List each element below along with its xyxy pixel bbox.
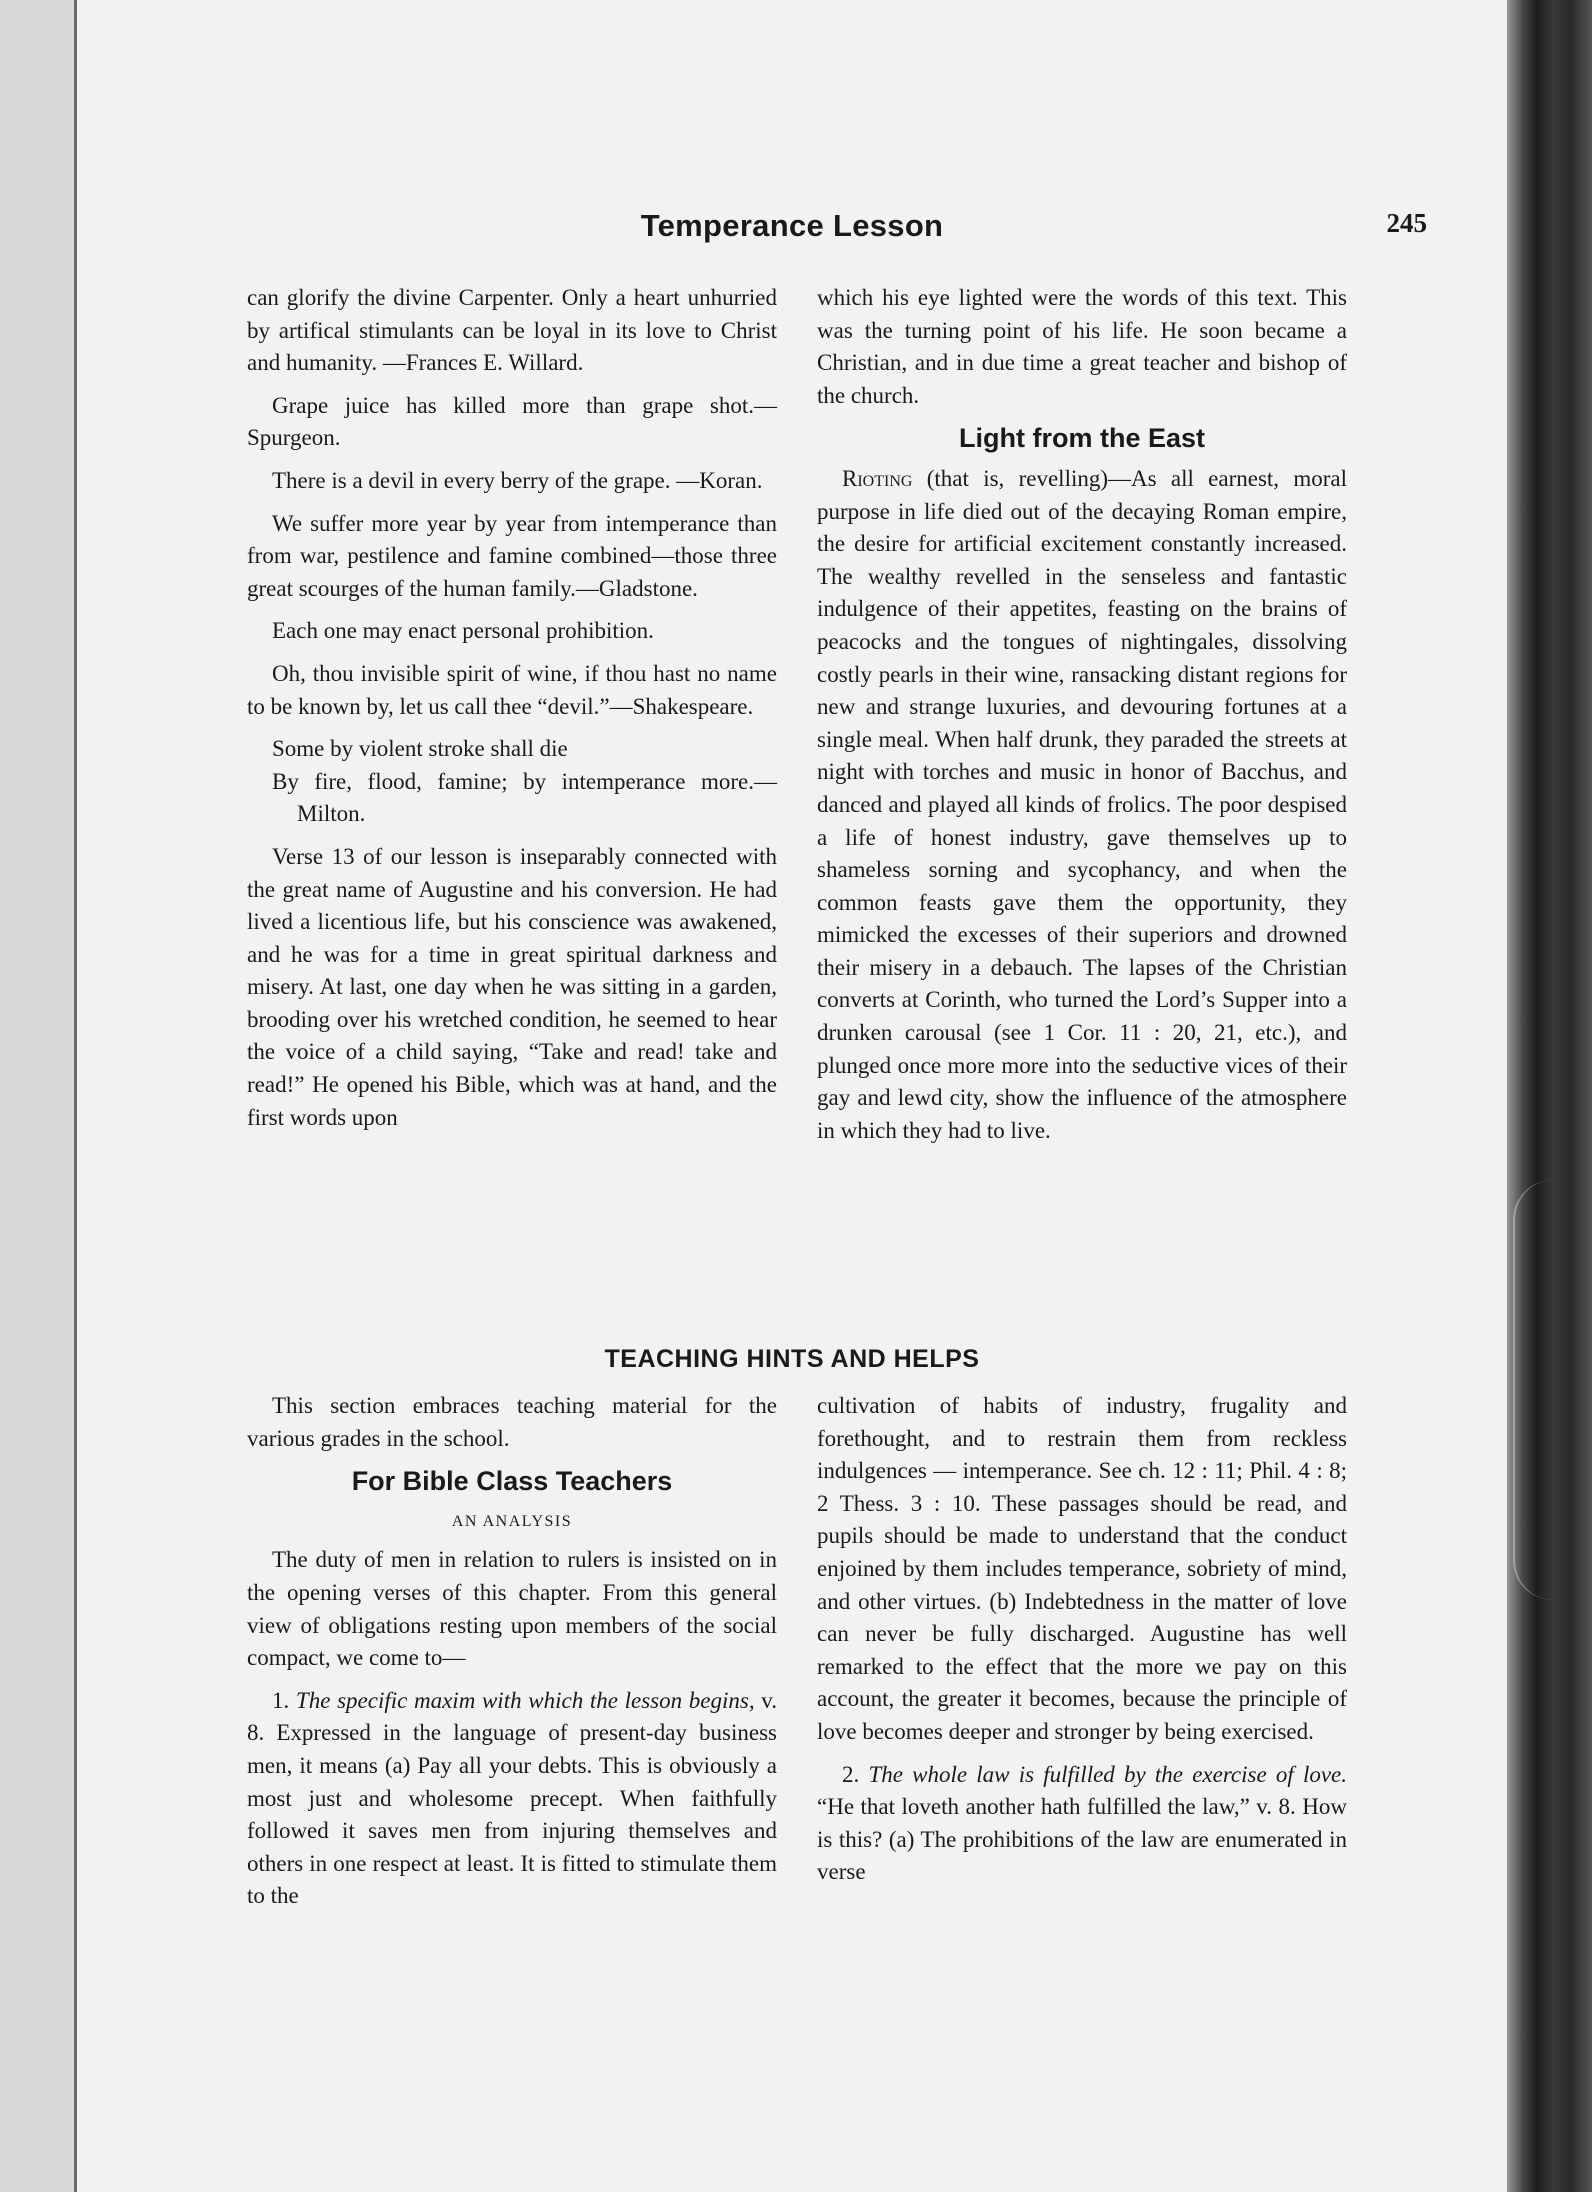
augustine-paragraph: Verse 13 of our lesson is inseparably connected with the great name of Augustine and his conversion. He had lived a licentious life, but his conscience was awakened, and he was for a time in great spiritual darkness and misery. At last, one day when he was sitting in a garden, brooding over his wretched condition, he seemed to hear the voice of a child saying, “Take and read! take and read!” He opened his Bible, which was at hand, and the first words upon <box>247 843 777 1130</box>
bible-class-heading: For Bible Class Teachers <box>351 1466 673 1497</box>
point-one-continued: cultivation of habits of industry, frugality and forethought, and to restrain them from reckless indulgences — intemperance. See ch. 12 : 11; Phil. 4 : 8; 2 Thess. 3 : 10. These passages should be read, and pupils should be made to understand that the conduct enjoined by them includes temperance, sobriety of mind, and other virtues. (b) Indebtedness in the matter of love can never be fully discharged. Augustine has well remarked to the effect that the more we pay on this account, the greater it becomes, because the principle of love becomes deeper and stronger by being exercised. <box>817 1393 1347 1744</box>
light-from-east-heading: Light from the East <box>958 423 1205 454</box>
rioting-label: Rioting <box>842 465 913 491</box>
point-two-title: The whole law is fulfilled by the exercise of love. <box>868 1761 1348 1787</box>
milton-verse-line-1: Some by violent stroke shall die <box>272 736 568 762</box>
rioting-paragraph <box>817 463 1347 1147</box>
analysis-intro: The duty of men in relation to rulers is insisted on in the opening verses of this chapter. From this general view of obligations resting upon members of the social compact, we come to— <box>247 1547 777 1671</box>
point-one-number: 1. <box>272 1687 290 1713</box>
left-page-edge <box>0 0 77 2192</box>
point-one-title: The specific maxim with which the lesson begins, <box>295 1687 755 1713</box>
running-head <box>77 208 1507 258</box>
quote-gladstone: We suffer more year by year from intemperance than from war, pestilence and famine combined—those three great scourges of the human family.—Gladstone. <box>247 510 777 601</box>
top-right-column <box>817 282 1347 1157</box>
point-two-number: 2. <box>842 1761 860 1787</box>
spine-ornament <box>1513 1180 1555 1600</box>
personal-prohibition: Each one may enact personal prohibition. <box>272 618 654 644</box>
milton-verse-line-2: By fire, flood, famine; by intemperance more.—Milton. <box>272 768 777 827</box>
quote-spurgeon: Grape juice has killed more than grape shot.—Spurgeon. <box>247 392 777 451</box>
running-title: Temperance Lesson <box>640 208 944 243</box>
point-two-text: “He that loveth another hath fulfilled the law,” v. 8. How is this? (a) The prohibitions of the law are enumerated in verse <box>817 1794 1347 1885</box>
point-two <box>817 1759 1347 1889</box>
top-left-column <box>247 282 777 1144</box>
teaching-hints-heading: TEACHING HINTS AND HELPS <box>604 1345 980 1373</box>
point-one-text: v. 8. Expressed in the language of present-day business men, it means (a) Pay all your debts. This is obviously a most just and wholesome precept. When faithfully followed it saves men from injuring themselves and others in one respect at least. It is fitted to stimulate them to the <box>247 1687 778 1909</box>
bottom-right-column <box>817 1390 1347 1899</box>
augustine-continued: which his eye lighted were the words of this text. This was the turning point of his life. He soon became a Christian, and in due time a great teacher and bishop of the church. <box>817 285 1347 408</box>
rioting-text: (that is, revelling)—As all earnest, moral purpose in life died out of the decaying Roman empire, the desire for artificial excitement constantly increased. The wealthy revelled in the senseless and fantastic indulgence of their appetites, feasting on the brains of peacocks and the tongues of nightingales, dissolving costly pearls in their wine, ransacking distant regions for new and strange luxuries, and devouring fortunes at a single meal. When half drunk, they paraded the streets at night with torches and music in honor of Bacchus, and danced and played all kinds of frolics. The poor despised a life of honest industry, gave themselves up to shameless sorning and sycophancy, and when the common feasts gave them the opportunity, they mimicked the excesses of their superiors and drowned their misery in a debauch. The lapses of the Christian converts at Corinth, who turned the Lord’s Supper into a drunken carousal (see 1 Cor. 11 : 20, 21, etc.), and plunged once more more into the seductive vices of their gay and lewd city, show the influence of the atmosphere in which they had to live. <box>817 465 1348 1143</box>
section-intro: This section embraces teaching material for the various grades in the school. <box>247 1393 777 1451</box>
point-one <box>247 1685 777 1913</box>
page-number: 245 <box>1386 208 1427 238</box>
book-page <box>77 0 1507 2192</box>
quote-koran: There is a devil in every berry of the grape. —Koran. <box>272 467 763 493</box>
book-spine <box>1507 0 1592 2192</box>
analysis-subheading: AN ANALYSIS <box>451 1512 573 1530</box>
quote-willard: can glorify the divine Carpenter. Only a heart unhurried by artifical stimulants can be loyal in its love to Christ and humanity. —Frances E. Willard. <box>247 285 777 376</box>
quote-shakespeare: Oh, thou invisible spirit of wine, if thou hast no name to be known by, let us call thee “devil.”—Shakespeare. <box>247 660 777 719</box>
bottom-left-column <box>247 1390 777 1923</box>
